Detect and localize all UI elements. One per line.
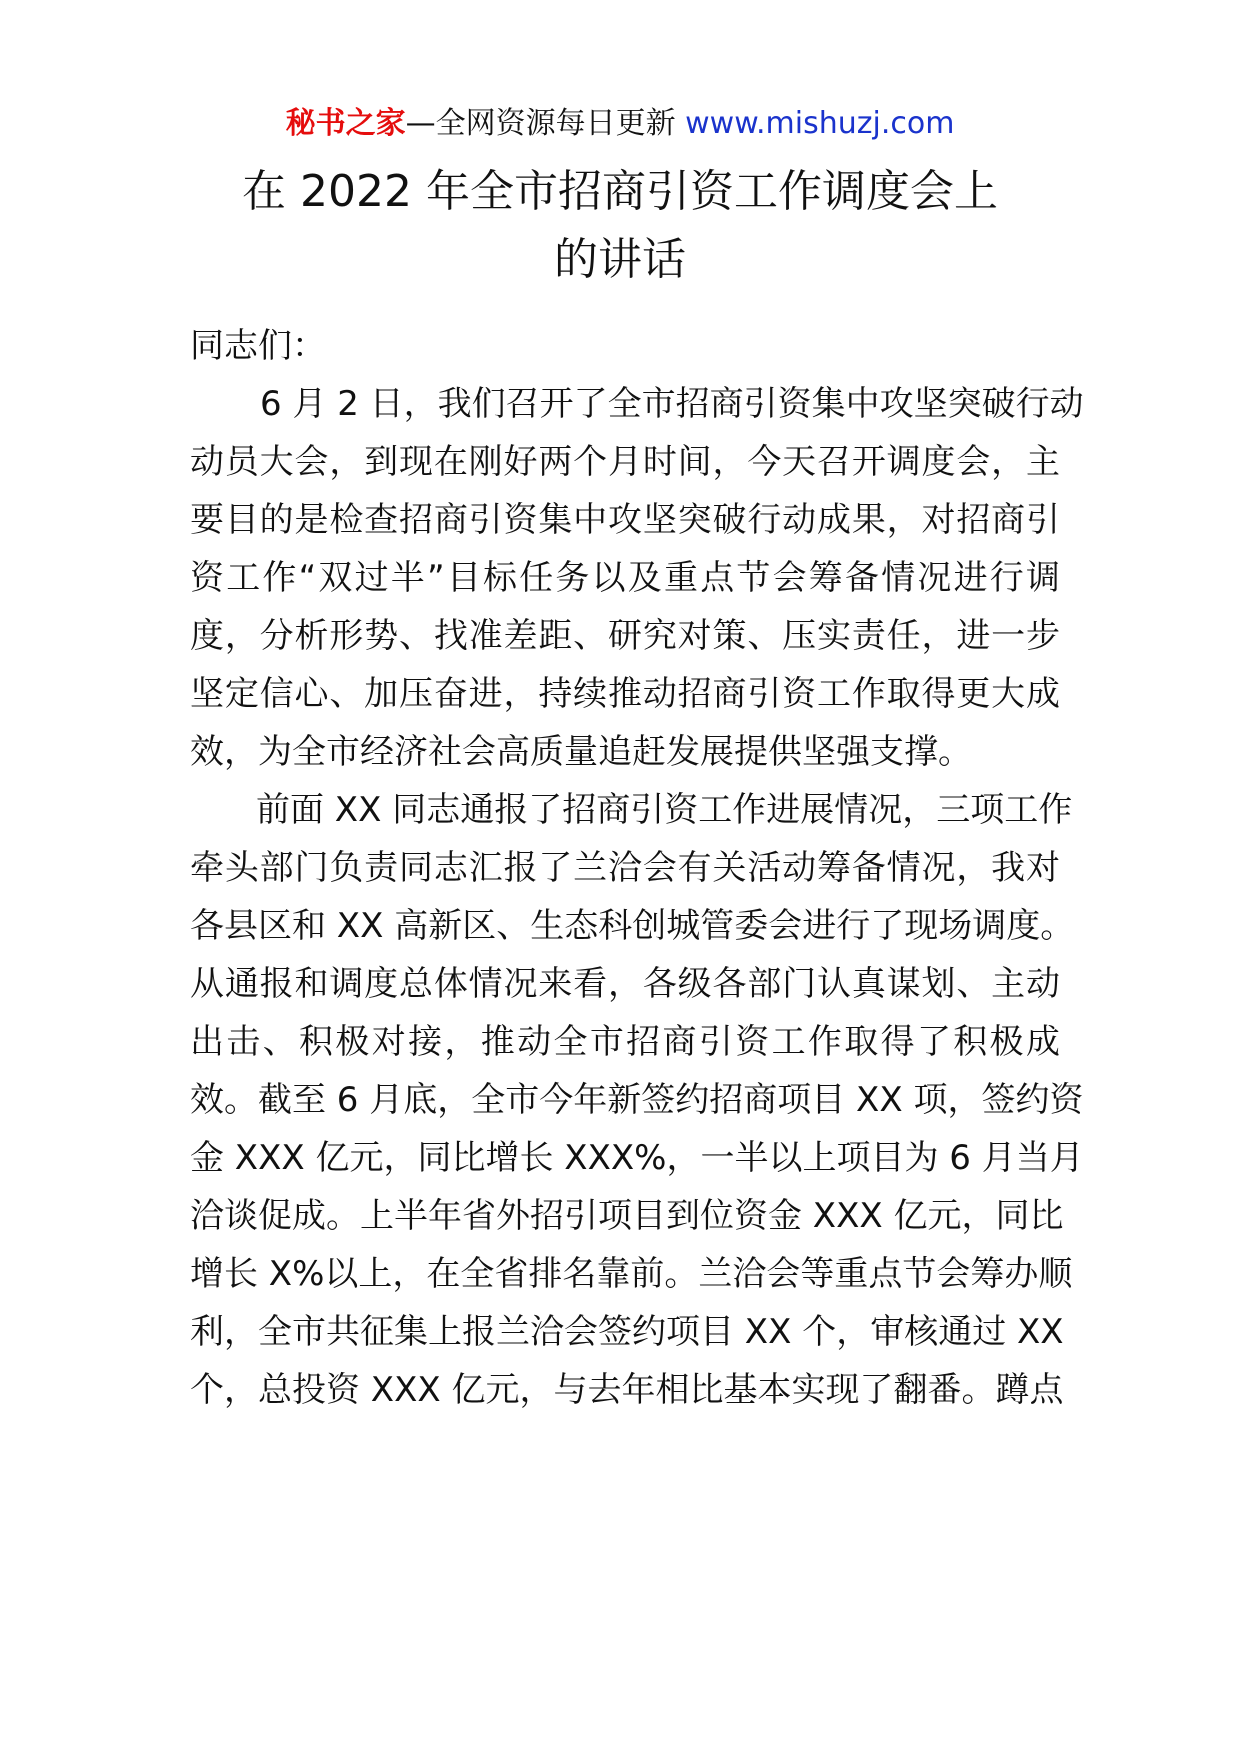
body-line: 从通报和调度总体情况来看，各级各部门认真谋划、主动 (190, 964, 1060, 1004)
site-header (0, 104, 1240, 144)
document-title-line-1: 在 2022 年全市招商引资工作调度会上 (242, 166, 998, 217)
body-line: 利，全市共征集上报兰洽会签约项目 XX 个，审核通过 XX (190, 1312, 1064, 1352)
header-slogan: —全网资源每日更新 (405, 106, 686, 141)
body-line: 个，总投资 XXX 亿元，与去年相比基本实现了翻番。蹲点 (190, 1370, 1064, 1410)
body-line: 洽谈促成。上半年省外招引项目到位资金 XXX 亿元，同比 (190, 1196, 1064, 1236)
body-line: 动员大会，到现在刚好两个月时间，今天召开调度会，主 (190, 442, 1060, 482)
site-url-link[interactable]: www.mishuzj.com (685, 106, 955, 141)
body-line: 效。截至 6 月底，全市今年新签约招商项目 XX 项，签约资 (190, 1080, 1084, 1120)
body-line: 坚定信心、加压奋进，持续推动招商引资工作取得更大成 (190, 674, 1060, 714)
salutation: 同志们： (190, 326, 326, 366)
body-line: 6 月 2 日，我们召开了全市招商引资集中攻坚突破行动 (226, 384, 1084, 424)
body-line: 各县区和 XX 高新区、生态科创城管委会进行了现场调度。 (190, 906, 1075, 946)
body-line: 效，为全市经济社会高质量追赶发展提供坚强支撑。 (190, 732, 972, 772)
body-line: 出击、积极对接，推动全市招商引资工作取得了积极成 (190, 1022, 1060, 1062)
body-line: 要目的是检查招商引资集中攻坚突破行动成果，对招商引 (190, 500, 1060, 540)
body-line: 金 XXX 亿元，同比增长 XXX%，一半以上项目为 6 月当月 (190, 1138, 1084, 1178)
body-line: 度，分析形势、找准差距、研究对策、压实责任，进一步 (190, 616, 1060, 656)
body-line: 增长 X%以上，在全省排名靠前。兰洽会等重点节会筹办顺 (190, 1254, 1073, 1294)
document-title-line-2: 的讲话 (554, 234, 686, 285)
body-line: 前面 XX 同志通报了招商引资工作进展情况，三项工作 (256, 790, 1073, 830)
body-line: 资工作“双过半”目标任务以及重点节会筹备情况进行调 (190, 558, 1060, 598)
brand-name: 秘书之家 (285, 106, 406, 141)
body-line: 牵头部门负责同志汇报了兰洽会有关活动筹备情况，我对 (190, 848, 1060, 888)
